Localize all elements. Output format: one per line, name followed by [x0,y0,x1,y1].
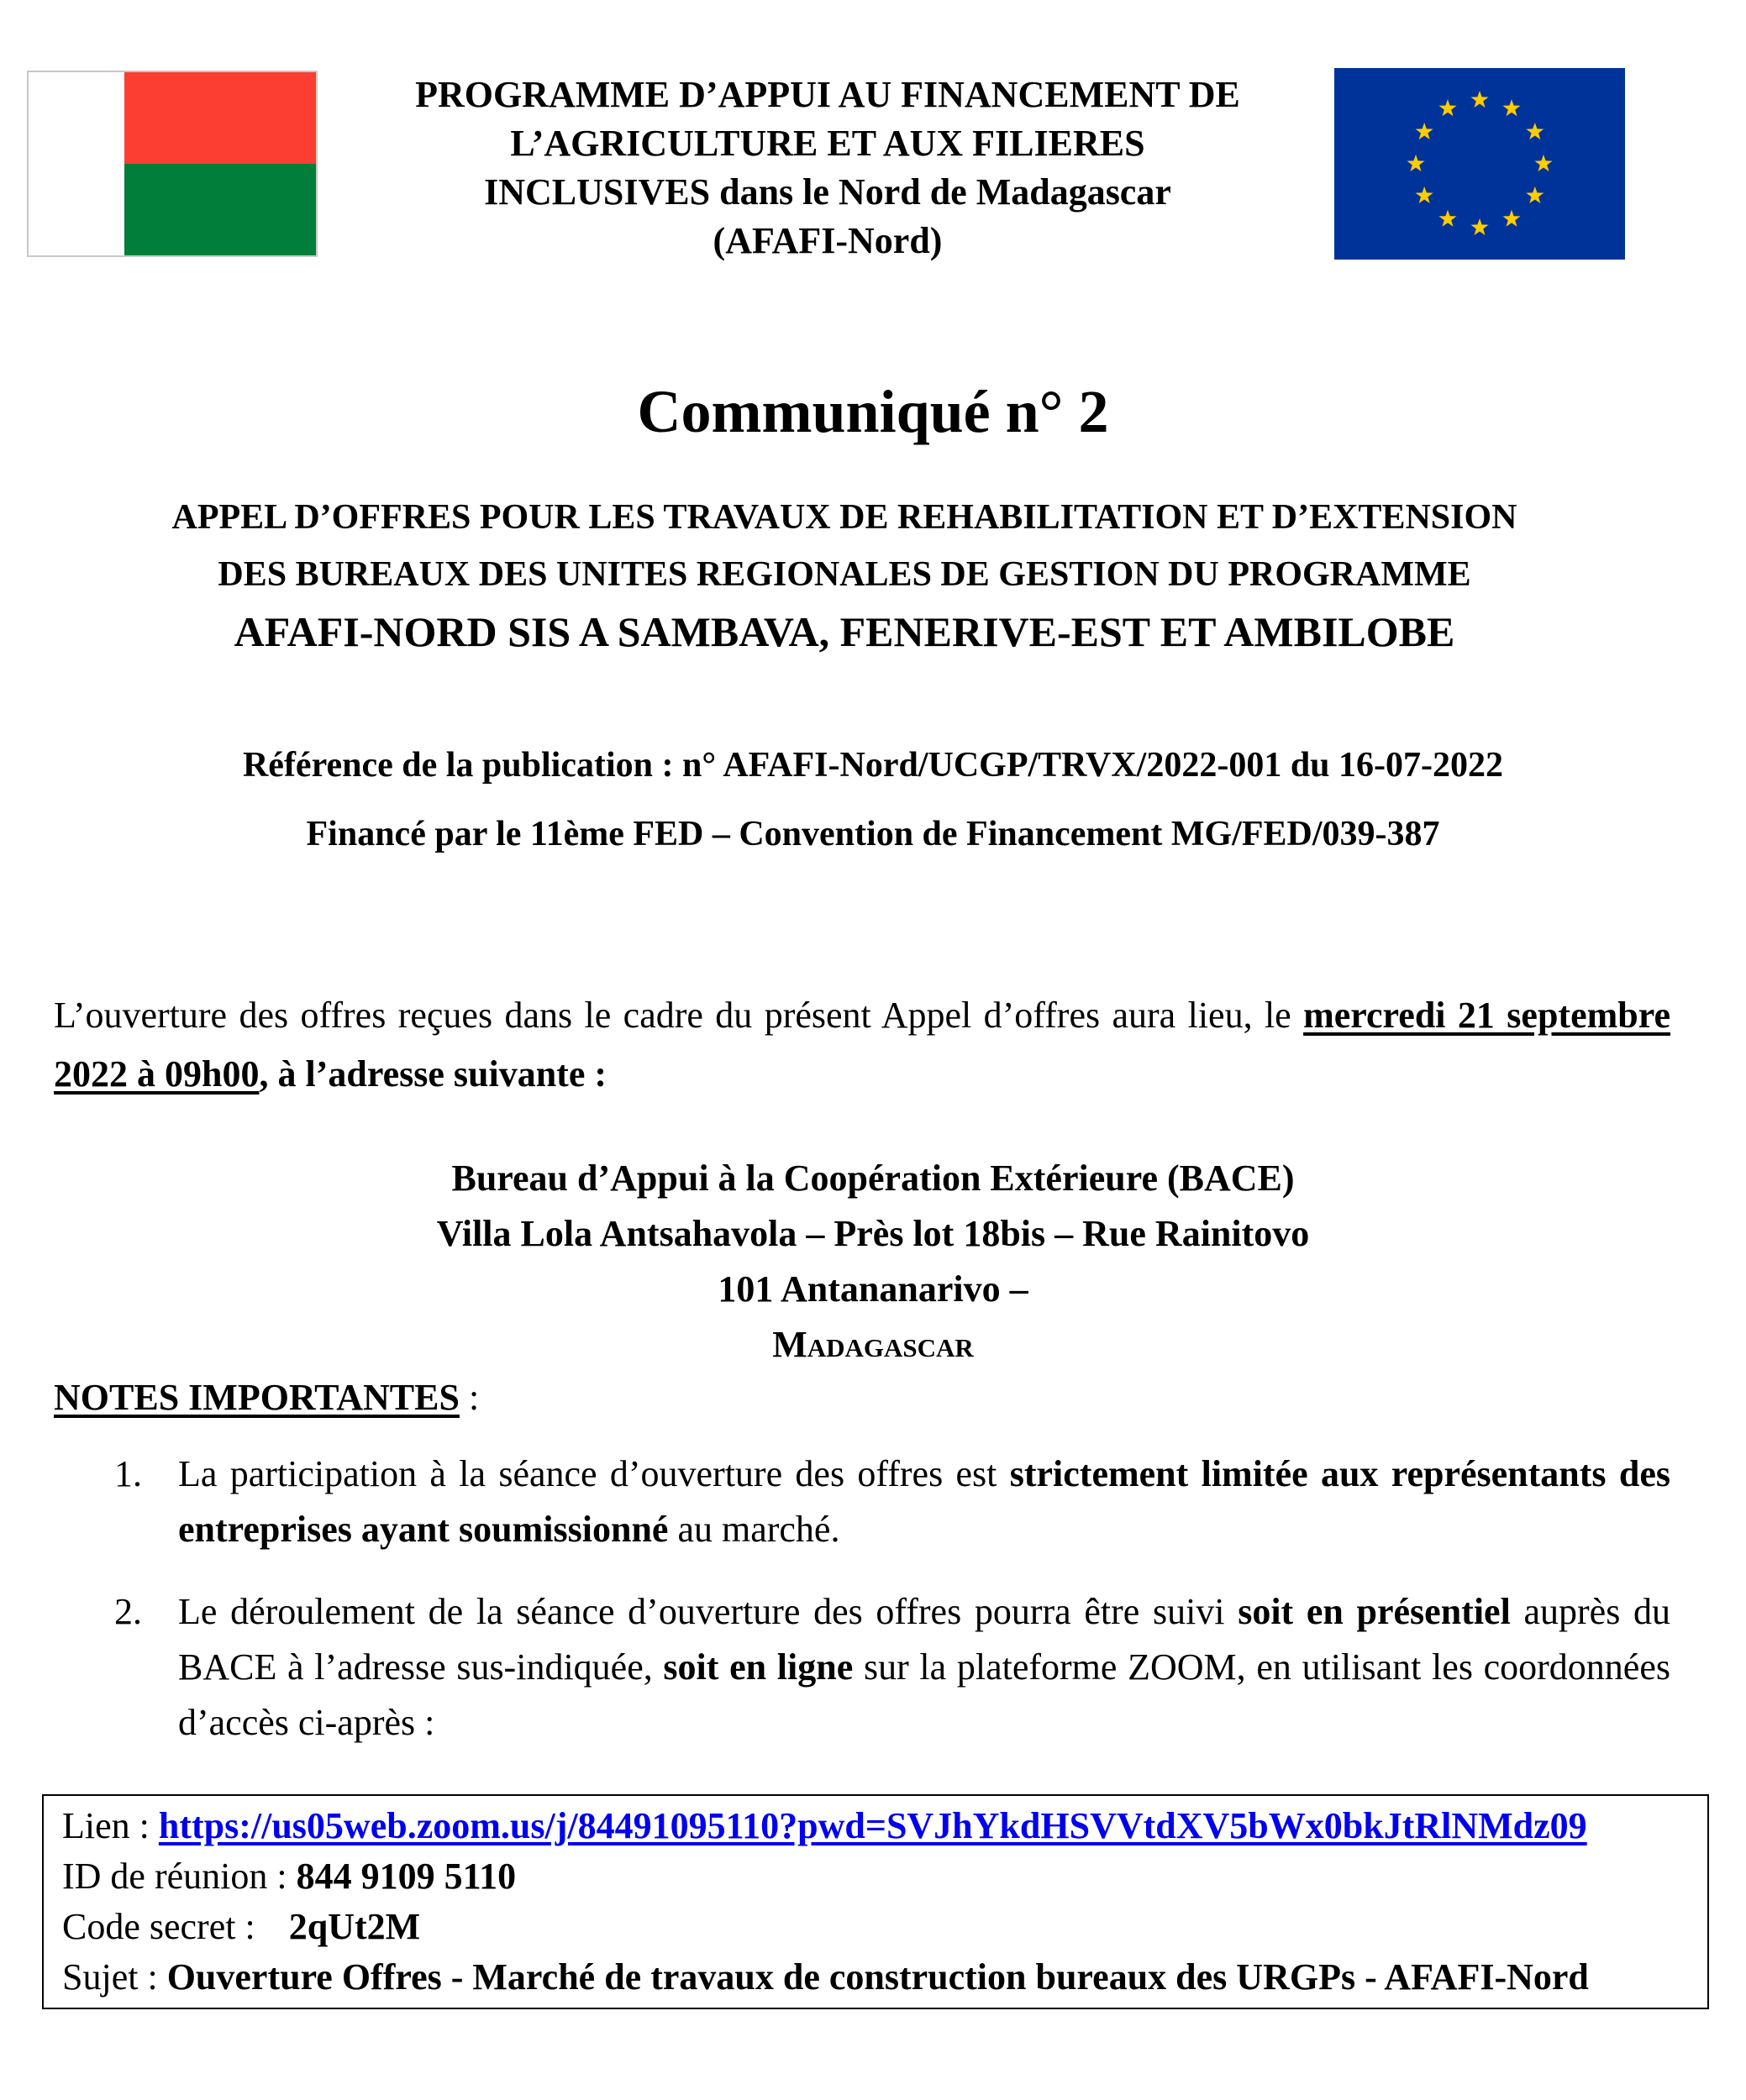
financing-reference: Financé par le 11ème FED – Convention de Financement MG/FED/039-387 [306,815,1440,853]
notes-heading-suffix: : [459,1377,480,1418]
program-title-line: (AFAFI-Nord) [713,220,943,261]
note-item [114,1584,1670,1751]
subject-label: Sujet : [62,1956,167,1998]
note-text-bold: strictement limitée aux représentants des entreprises ayant soumissionné [178,1453,1670,1550]
zoom-access-box [42,1794,1709,2009]
meeting-id-value: 844 9109 5110 [296,1856,517,1897]
subject-row [62,1952,1707,2003]
note-text-part: au marché. [668,1509,840,1550]
note-number: 1. [114,1453,142,1494]
note-text [178,1584,1670,1751]
note-text-bold: soit en ligne [663,1646,854,1688]
zoom-link[interactable]: https://us05web.zoom.us/j/84491095110?pwd=SVJhYkdHSVVtdXV5bWx0bkJtRlNMdz09 [158,1805,1587,1846]
intro-text-end: , à l’adresse suivante : [259,1053,607,1095]
address-line-1: Bureau d’Appui à la Coopération Extérieure (BACE) [451,1158,1295,1199]
publication-reference: Référence de la publication : n° AFAFI-Nord/UCGP/TRVX/2022-001 du 16-07-2022 [242,746,1504,785]
notes-heading-text: NOTES IMPORTANTES [54,1377,460,1418]
meeting-id-row [62,1851,1707,1902]
madagascar-flag-icon [27,71,318,257]
passcode-row [62,1902,1707,1952]
note-number: 2. [114,1591,142,1632]
subject-value: Ouverture Offres - Marché de travaux de construction bureaux des URGPs - AFAFI-Nord [166,1956,1589,1998]
meeting-id-label: ID de réunion : [62,1856,297,1897]
intro-paragraph [54,986,1670,1104]
note-text-part: sur la plateforme ZOOM, en utilisant les coordonnées d’accès ci-après : [178,1646,1670,1743]
note-item [114,1446,1670,1557]
address-block [0,1151,1746,1373]
opening-date: mercredi 21 septembre 2022 à 09h00 [54,995,1670,1095]
european-union-flag-icon [1334,68,1625,260]
note-text-part: auprès du BACE à l’adresse sus-indiquée, [178,1591,1670,1688]
program-title-line: L’AGRICULTURE ET AUX FILIERES [510,123,1145,164]
call-for-tenders-title [50,489,1638,660]
call-title-line-1: APPEL D’OFFRES POUR LES TRAVAUX DE REHABILITATION ET D’EXTENSION [171,498,1517,537]
program-title-line: PROGRAMME D’APPUI AU FINANCEMENT DE [415,74,1240,115]
notes-heading [54,1373,479,1423]
note-text-bold: soit en présentiel [1238,1591,1511,1632]
passcode-label: Code secret : [62,1906,255,1947]
note-text [178,1446,1670,1557]
zoom-link-row [62,1801,1707,1851]
intro-text: L’ouverture des offres reçues dans le cadre du présent Appel d’offres aura lieu, le [54,995,1304,1036]
communique-title: Communiqué n° 2 [637,378,1109,445]
note-text-part: Le déroulement de la séance d’ouverture des offres pourra être suivi [178,1591,1239,1632]
address-line-2: Villa Lola Antsahavola – Près lot 18bis – Rue Rainitovo [436,1213,1310,1254]
zoom-link-label: Lien : [62,1805,159,1846]
address-country: Madagascar [772,1324,974,1365]
address-city: 101 Antananarivo – [718,1268,1028,1310]
address-line-3 [0,1262,1746,1373]
program-title [336,71,1319,265]
note-text-part: La participation à la séance d’ouverture des offres est [178,1453,1010,1494]
call-title-line-3: AFAFI-NORD SIS A SAMBAVA, FENERIVE-EST ET AMBILOBE [234,608,1455,655]
call-title-line-2: DES BUREAUX DES UNITES REGIONALES DE GESTION DU PROGRAMME [218,555,1471,594]
program-title-line: INCLUSIVES dans le Nord de Madagascar [484,171,1171,213]
passcode-value: 2qUt2M [288,1906,421,1947]
